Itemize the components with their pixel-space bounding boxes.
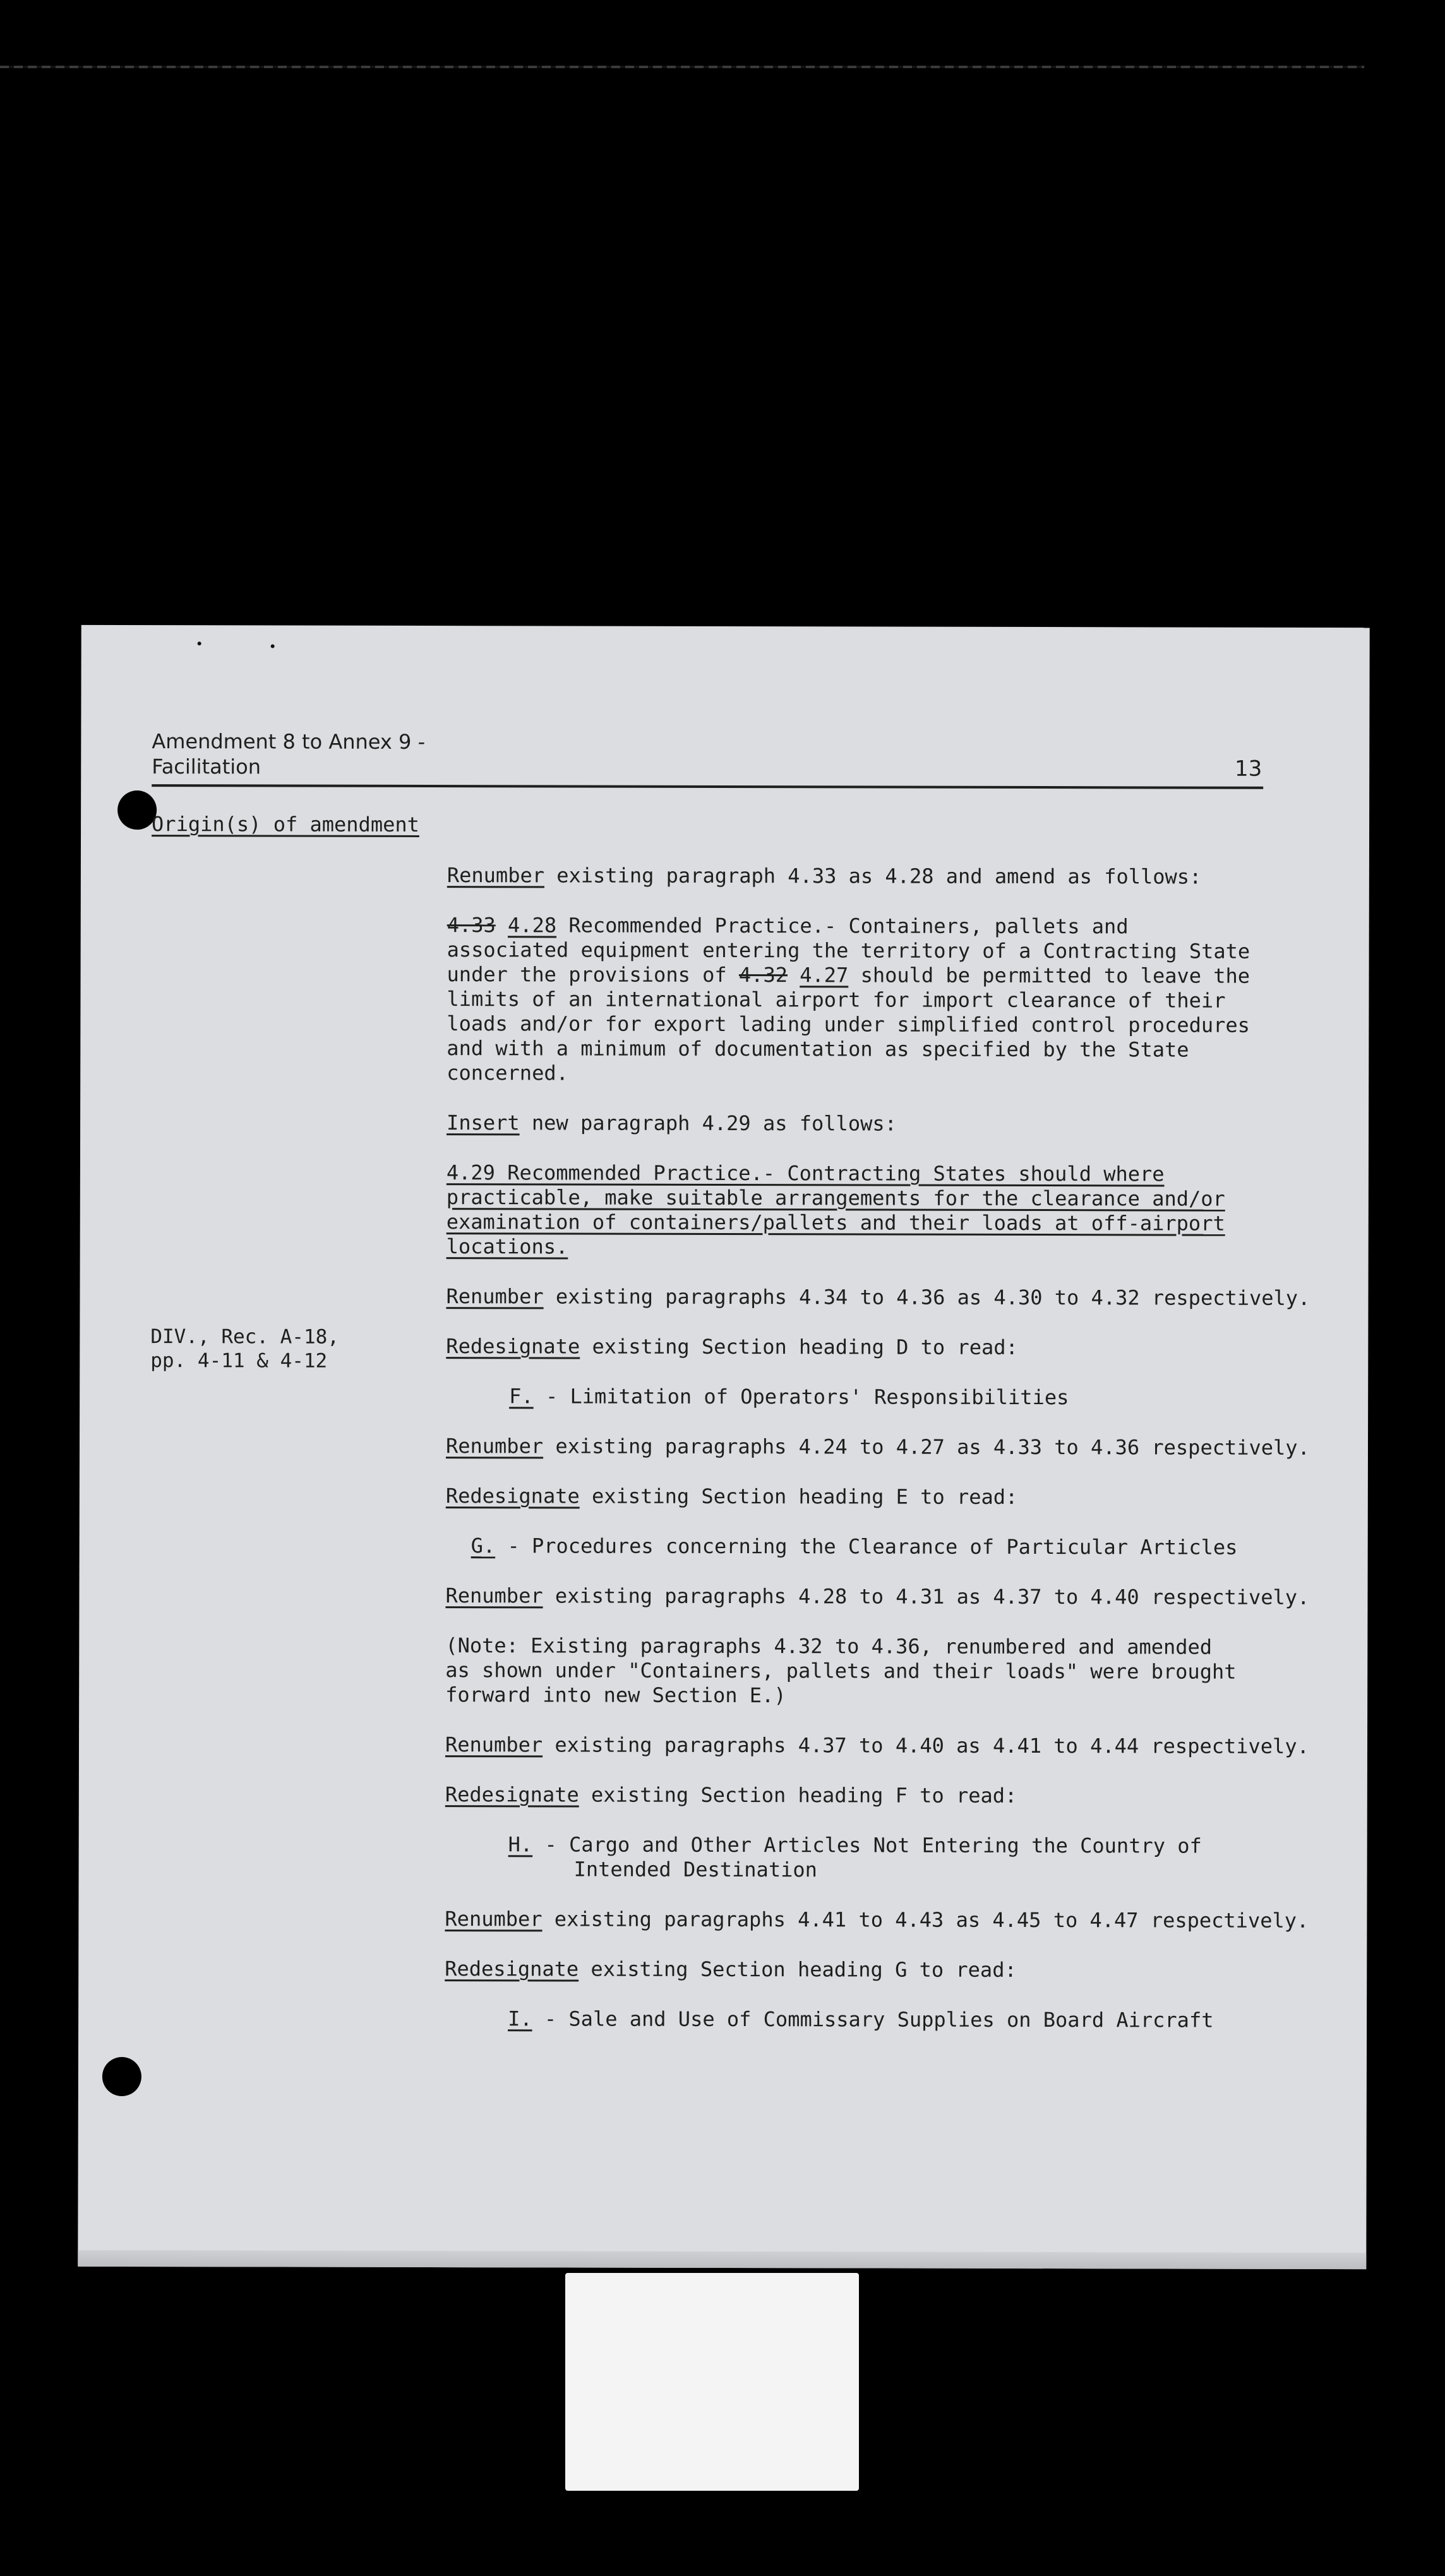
section-heading-f (446, 1384, 1368, 1410)
section-title: - Cargo and Other Articles Not Entering the Country of (532, 1832, 1202, 1858)
section-title-continued: Intended Destination (573, 1857, 817, 1882)
instruction-verb: Renumber (445, 1434, 544, 1458)
header-title-line2: Facilitation (152, 754, 261, 779)
section-letter: F. (509, 1384, 534, 1409)
side-note-line1: DIV., Rec. A-18, (150, 1325, 340, 1349)
header-title-line1: Amendment 8 to Annex 9 - (152, 729, 426, 754)
paragraph-4-28 (447, 913, 1369, 1087)
instruction-verb: Redesignate (445, 1484, 580, 1508)
instruction-verb: Renumber (445, 1732, 543, 1757)
instruction-text: existing Section heading E to read: (579, 1484, 1018, 1509)
instruction-renumber-4-34 (446, 1284, 1368, 1311)
paragraph-4-29 (447, 1160, 1369, 1261)
instruction-insert-4-29 (447, 1111, 1369, 1137)
section-title: - Limitation of Operators' Responsibilities (533, 1384, 1069, 1410)
instruction-text: existing Section heading F to read: (579, 1782, 1017, 1808)
side-note-line2: pp. 4-11 & 4-12 (150, 1349, 328, 1373)
new-number: 4.28 (508, 913, 557, 938)
instruction-renumber-4-37 (445, 1732, 1367, 1759)
instruction-text: new paragraph 4.29 as follows: (519, 1111, 897, 1136)
struck-number: 4.33 (447, 913, 496, 938)
origins-label: Origin(s) of amendment (152, 812, 419, 837)
paragraph-line: locations. (446, 1234, 568, 1259)
paragraph-line: loads and/or for export lading under simplified control procedures (447, 1011, 1250, 1037)
page-bottom-edge (78, 2250, 1366, 2269)
punch-hole-bottom (102, 2057, 141, 2096)
instruction-redesignate-e (446, 1484, 1368, 1510)
paragraph-line: concerned. (447, 1061, 568, 1085)
instruction-text: existing Section heading D to read: (580, 1334, 1018, 1359)
struck-number: 4.32 (738, 963, 788, 987)
instruction-redesignate-g (445, 1957, 1367, 1983)
page-number: 13 (1234, 756, 1262, 782)
note-line: as shown under "Containers, pallets and their loads" were brought (445, 1658, 1237, 1684)
instruction-renumber-4-28 (445, 1583, 1367, 1610)
punch-hole-top (117, 790, 157, 830)
instruction-renumber-4-24 (446, 1434, 1368, 1460)
section-heading-g (446, 1534, 1368, 1560)
note-line: (Note: Existing paragraphs 4.32 to 4.36, renumbered and amended (445, 1633, 1213, 1659)
header-rule (152, 784, 1263, 789)
section-heading-h (445, 1832, 1367, 1883)
note-line: forward into new Section E.) (445, 1683, 786, 1708)
paragraph-line: and with a minimum of documentation as specified by the State (447, 1036, 1189, 1062)
instruction-text: existing Section heading G to read: (579, 1957, 1017, 1982)
instruction-verb: Renumber (447, 863, 545, 888)
paper-slip (565, 2273, 859, 2491)
side-note (150, 1325, 339, 1373)
instruction-text: existing paragraphs 4.34 to 4.36 as 4.30 to 4.32 respectively. (543, 1284, 1310, 1310)
section-heading-i (445, 2007, 1367, 2033)
instruction-verb: Renumber (446, 1284, 544, 1309)
instruction-verb: Renumber (445, 1907, 543, 1931)
section-letter: G. (471, 1534, 496, 1558)
paragraph-line: practicable, make suitable arrangements for the clearance and/or (446, 1185, 1225, 1211)
instruction-renumber-4-33 (447, 863, 1369, 890)
paragraph-line: examination of containers/pallets and their loads at off-airport (446, 1210, 1225, 1236)
paragraph-title: Recommended Practice.- Containers, pallets and (556, 913, 1129, 939)
paragraph-line: limits of an international airport for import clearance of their (447, 987, 1226, 1013)
paragraph-line: should be permitted to leave the (848, 963, 1250, 988)
instruction-verb: Redesignate (445, 1782, 579, 1807)
paragraph-line: 4.29 Recommended Practice.- Contracting States should where (446, 1160, 1165, 1186)
scan-edge-artifact (0, 66, 1364, 68)
section-title: - Procedures concerning the Clearance of Particular Articles (495, 1534, 1238, 1559)
instruction-text: existing paragraphs 4.24 to 4.27 as 4.33 to 4.36 respectively. (543, 1434, 1310, 1460)
dust-speck (198, 641, 201, 645)
instruction-renumber-4-41 (445, 1907, 1367, 1933)
instruction-verb: Insert (447, 1111, 520, 1135)
instruction-redesignate-d (446, 1334, 1368, 1361)
section-letter: I. (508, 2007, 532, 2031)
instruction-text: existing paragraphs 4.28 to 4.31 as 4.37 to 4.40 respectively. (543, 1583, 1310, 1609)
instruction-text: existing paragraph 4.33 as 4.28 and amend as follows: (544, 863, 1202, 889)
instruction-text: existing paragraphs 4.41 to 4.43 as 4.45 to 4.47 respectively. (542, 1907, 1309, 1933)
instruction-text: existing paragraphs 4.37 to 4.40 as 4.41 to 4.44 respectively. (543, 1732, 1309, 1758)
instruction-redesignate-f (445, 1782, 1367, 1809)
amendment-body (445, 863, 1369, 2058)
note-block (445, 1633, 1367, 1709)
instruction-verb: Redesignate (446, 1334, 580, 1359)
paragraph-line: under the provisions of (447, 962, 739, 987)
paragraph-line: associated equipment entering the territory of a Contracting State (447, 938, 1250, 963)
new-number: 4.27 (800, 963, 849, 987)
document-header (152, 729, 425, 780)
document-page (78, 625, 1369, 2269)
instruction-verb: Redesignate (445, 1957, 579, 1981)
dust-speck (271, 644, 275, 648)
section-letter: H. (508, 1832, 533, 1857)
section-title: - Sale and Use of Commissary Supplies on Board Aircraft (532, 2007, 1214, 2032)
instruction-verb: Renumber (445, 1583, 543, 1608)
